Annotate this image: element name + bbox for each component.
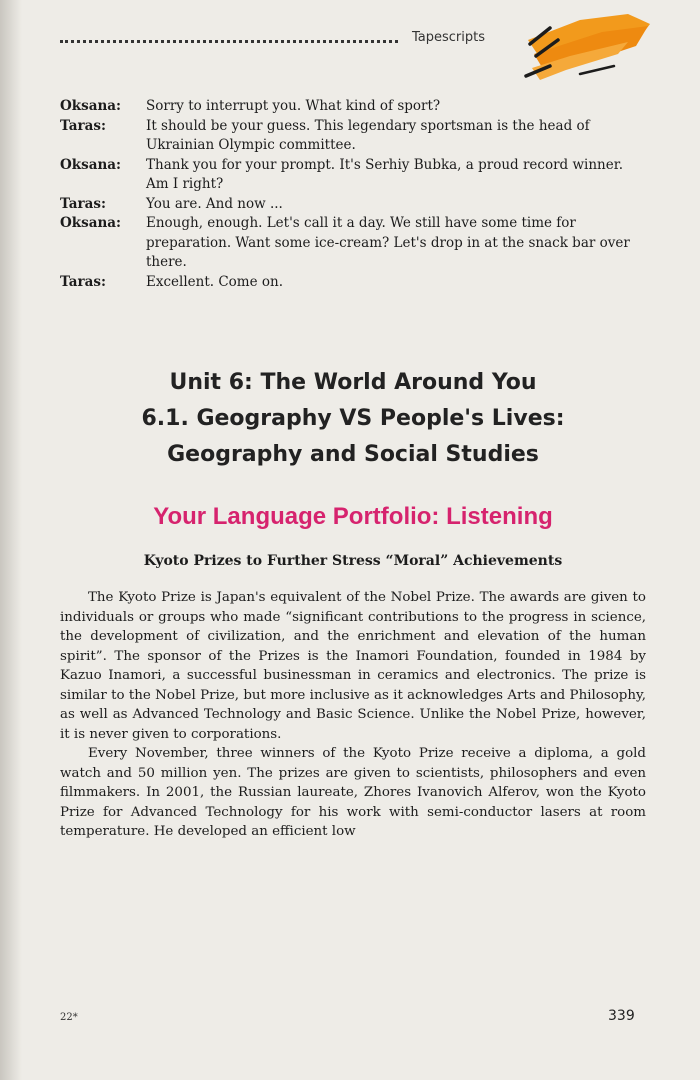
signature-mark: 22* xyxy=(60,1012,78,1023)
article-paragraph: Every November, three winners of the Kyoto Prize receive a diploma, a gold watch and 50 million yen. The prizes are given to scientists, philosophers and even filmmakers. In 2001, the Russian laureate, Zhores Ivanovich Alferov, won the Kyoto Prize for Advanced Technology for his work with semi-conductor lasers at room temperature. He developed an efficient low xyxy=(60,746,646,839)
unit-subtitle-line1: 6.1. Geography VS People's Lives: xyxy=(141,406,565,431)
article-body xyxy=(60,588,646,842)
dialogue-turn xyxy=(60,214,646,273)
speech-text: Enough, enough. Let's call it a day. We still have some time for preparation. Want some ice-cream? Let's drop in at the snack bar over there. xyxy=(146,215,630,270)
dialogue-turn xyxy=(60,273,646,293)
speaker-name: Taras: xyxy=(60,195,106,212)
dialogue-turn xyxy=(60,195,646,215)
speech-text: Sorry to interrupt you. What kind of sport? xyxy=(146,98,441,114)
portfolio-title: Your Language Portfolio: Listening xyxy=(153,503,553,530)
speaker-name: Taras: xyxy=(60,117,106,134)
speaker-name: Taras: xyxy=(60,273,106,290)
page-gutter-shadow xyxy=(0,0,22,1080)
speaker-name: Oksana: xyxy=(60,215,122,231)
page-header xyxy=(60,30,650,90)
dialogue-transcript xyxy=(60,97,646,292)
dialogue-turn xyxy=(60,97,646,117)
dialogue-turn xyxy=(60,156,646,195)
dialogue-turn xyxy=(60,117,646,156)
speech-text: Thank you for your prompt. It's Serhiy Bubka, a proud record winner. Am I right? xyxy=(146,156,623,192)
unit-heading xyxy=(60,365,646,473)
header-dotted-rule xyxy=(60,40,398,43)
article-title: Kyoto Prizes to Further Stress “Moral” Achievements xyxy=(143,553,563,569)
speech-text: Excellent. Come on. xyxy=(146,273,283,290)
speech-text: It should be your guess. This legendary sportsman is the head of Ukrainian Olympic committee. xyxy=(146,117,590,153)
section-label: Tapescripts xyxy=(412,30,486,45)
unit-title: Unit 6: The World Around You xyxy=(169,370,537,395)
brush-stroke-icon xyxy=(510,10,660,100)
speaker-name: Oksana: xyxy=(60,98,122,114)
page-number: 339 xyxy=(608,1008,635,1024)
speech-text: You are. And now ... xyxy=(146,195,283,212)
article-paragraph: The Kyoto Prize is Japan's equivalent of the Nobel Prize. The awards are given to individuals or groups who made “significant contributions to the progress in science, the development of civilization, and the enrichment and elevation of the human spirit”. The sponsor of the Prizes is the Inamori Foundation, founded in 1984 by Kazuo Inamori, a successful businessman in ceramics and electronics. The prize is similar to the Nobel Prize, but more inclusive as it acknowledges Arts and Philosophy, as well as Advanced Technology and Basic Science. Unlike the Nobel Prize, however, it is never given to corporations. xyxy=(60,590,646,742)
speaker-name: Oksana: xyxy=(60,156,122,173)
unit-subtitle-line2: Geography and Social Studies xyxy=(167,442,539,467)
